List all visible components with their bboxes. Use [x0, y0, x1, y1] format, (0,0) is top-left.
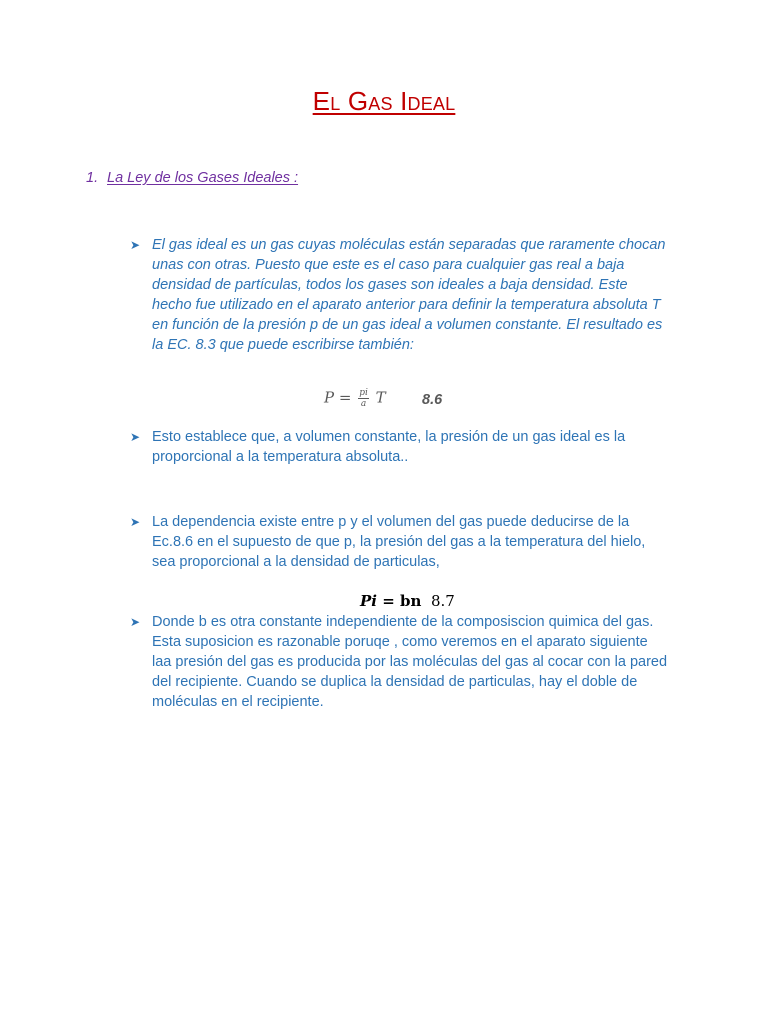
paragraph-1 [130, 235, 670, 355]
arrow-bullet-icon: ➤ [130, 615, 141, 629]
equation-rhs: T [375, 388, 386, 407]
arrow-bullet-icon: ➤ [130, 430, 141, 444]
equation-label: 8.6 [422, 392, 443, 408]
section-number: 1. [86, 170, 99, 186]
equation-label: 8.7 [431, 592, 455, 610]
equation-rhs: = bn [376, 592, 422, 610]
section-title: La Ley de los Gases Ideales : [107, 170, 299, 186]
equation-fraction [358, 388, 369, 409]
paragraph-text: Esto establece que, a volumen constante, la presión de un gas ideal es la proporcional a la temperatura absoluta.. [152, 429, 626, 465]
arrow-bullet-icon: ➤ [130, 515, 141, 529]
paragraph-4 [130, 612, 670, 712]
equation-lhs: P = [324, 388, 352, 407]
paragraph-text: Donde b es otra constante independiente de la composiscion quimica del gas. Esta suposicion es razonable poruqe , como veremos en el aparato siguiente laa presión del gas es producida por las moléculas del gas al cocar con la pared del recipiente. Cuando se duplica la densidad de particulas, hay el doble de moléculas en el recipiente. [152, 614, 668, 710]
paragraph-2 [130, 427, 670, 467]
arrow-bullet-icon: ➤ [130, 238, 141, 252]
equation-8-6 [324, 388, 386, 409]
paragraph-text: El gas ideal es un gas cuyas moléculas están separadas que raramente chocan unas con otras. Puesto que este es el caso para cualquier gas real a baja densidad de partículas, todos los gases son ideales a baja densidad. Este hecho fue utilizado en el aparato anterior para definir la temperatura absoluta T en función de la presión p de un gas ideal a volumen constante. El resultado es la EC. 8.3 que puede escribirse también: [152, 237, 666, 353]
equation-lhs: Pi [360, 592, 377, 610]
paragraph-3 [130, 512, 670, 572]
paragraph-text: La dependencia existe entre p y el volumen del gas puede deducirse de la Ec.8.6 en el supuesto de que p, la presión del gas a la temperatura del hielo, sea proporcional a la densidad de particulas, [152, 514, 646, 570]
equation-8-7 [360, 592, 421, 610]
section-heading [86, 170, 298, 186]
document-title: El Gas Ideal [312, 86, 456, 116]
fraction-denominator: a [360, 399, 367, 409]
fraction-numerator: pi [359, 388, 368, 398]
